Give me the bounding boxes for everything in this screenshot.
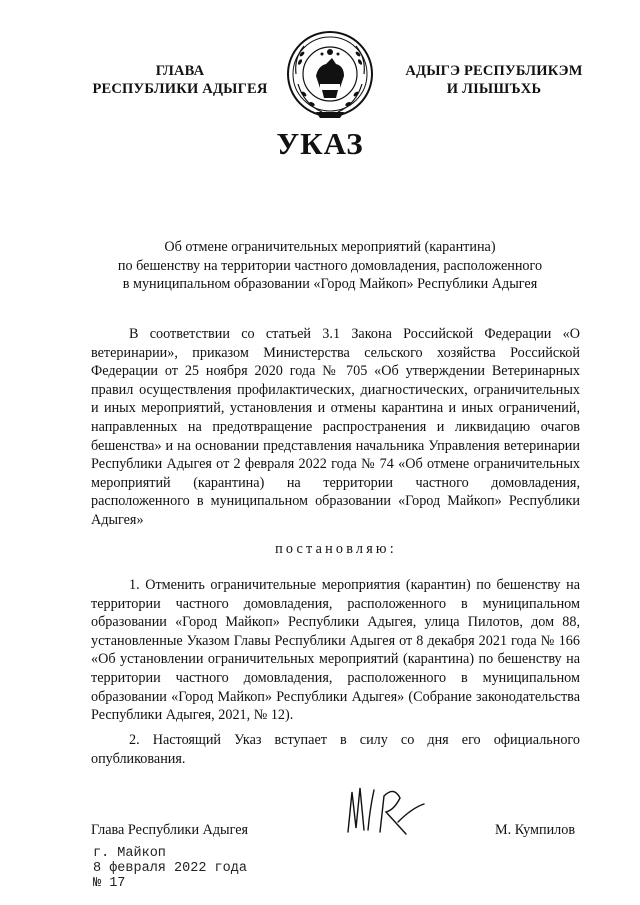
- subject-line-1: Об отмене ограничительных мероприятий (карантина): [164, 239, 496, 255]
- operative-word: постановляю:: [275, 541, 397, 557]
- signer-name: М. Кумпилов: [495, 822, 576, 838]
- coat-of-arms-icon: [282, 28, 378, 124]
- decree-item-1: 1. Отменить ограничительные мероприятия (карантин) по бешенству на территории частного домовладения, расположенного в муниципальном образовании «Город Майкоп» Республики Адыгея, улица Пилотов, дом 88, установленные Указом Главы Республики Адыгея от 8 декабря 2021 года № 166 «Об установлении ограничительных мероприятий (карантина) по бешенству на территории частного домовладения, расположенного в муниципальном образовании «Город Майкоп» Республики Адыгея» (Собрание законодательства Республики Адыгея, 2021, № 12).: [91, 577, 580, 724]
- decree-item-2: 2. Настоящий Указ вступает в силу со дня его официального опубликования.: [91, 732, 580, 767]
- document-type-title: УКАЗ: [276, 126, 364, 161]
- issue-date: 8 февраля 2022 года: [93, 861, 247, 876]
- subject-line-3: в муниципальном образовании «Город Майкоп» Республики Адыгея: [122, 276, 538, 293]
- signer-title: Глава Республики Адыгея: [91, 822, 249, 838]
- issuer-line-2-adyghe: И ЛІЫШЪХЬ: [446, 81, 542, 97]
- document-subject: [80, 238, 580, 294]
- issuer-line-2: РЕСПУБЛИКИ АДЫГЕЯ: [92, 81, 268, 97]
- issuer-line-1-adyghe: АДЫГЭ РЕСПУБЛИКЭМ: [405, 63, 583, 79]
- issuer-line-1: ГЛАВА: [155, 63, 205, 79]
- issue-place: г. Майкоп: [93, 846, 166, 861]
- preamble-paragraph: В соответствии со статьей 3.1 Закона Российской Федерации «О ветеринарии», приказом Министерства сельского хозяйства Российской Федерации от 25 ноября 2020 года № 705 «Об утверждении Ветеринарных правил осуществления профилактических, диагностических, ограничительных и иных мероприятий, установления и отмены карантина и иных ограничений, направленных на предотвращение распространения и ликвидацию очагов бешенства» и на основании представления начальника Управления ветеринарии Республики Адыгея от 2 февраля 2022 года № 74 «Об отмене ограничительных мероприятий (карантина) на территории частного домовладения, расположенного в муниципальном образовании «Город Майкоп» Республики Адыгея»: [91, 326, 580, 528]
- issuer-header-russian: [80, 62, 280, 98]
- decree-number: № 17: [93, 876, 126, 891]
- issuer-header-adyghe: [388, 62, 600, 98]
- handwritten-signature-icon: [340, 778, 430, 838]
- subject-line-2: по бешенству на территории частного домовладения, расположенного: [117, 257, 543, 274]
